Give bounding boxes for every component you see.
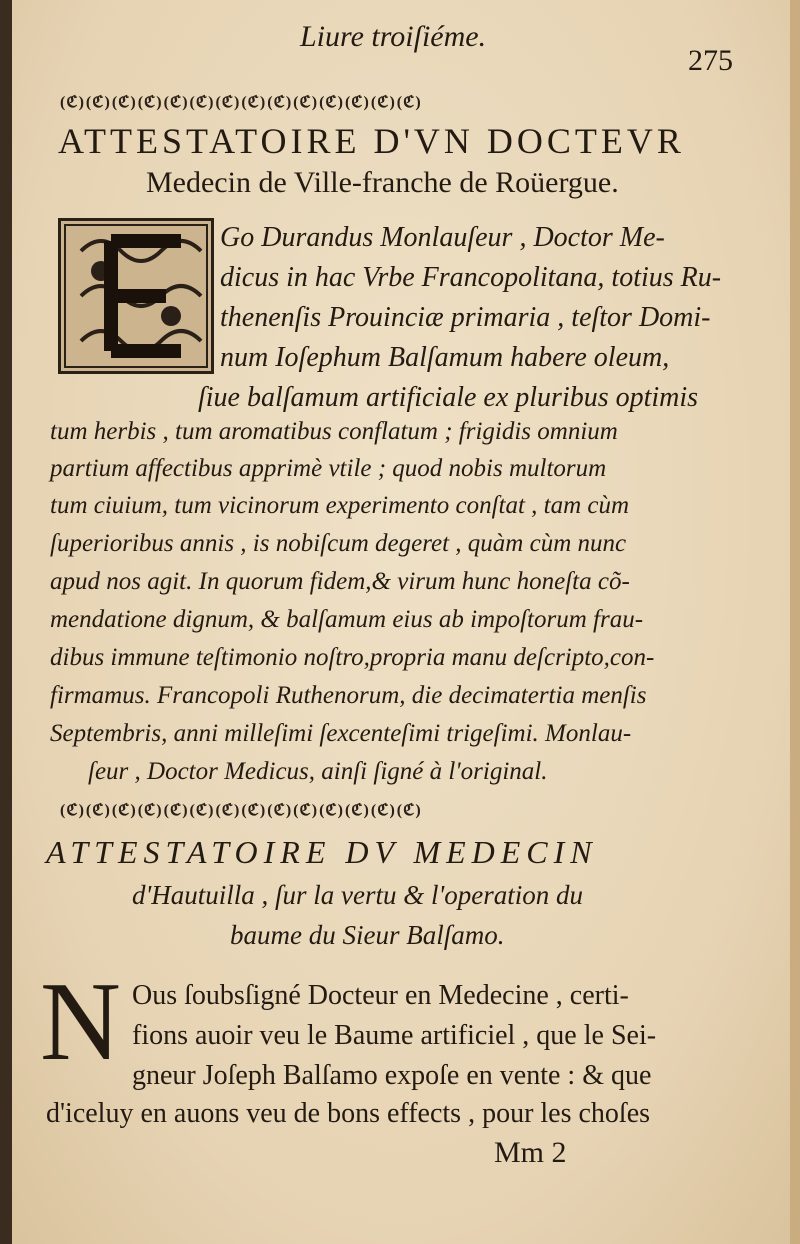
section2-subtitle-line2: baume du Sieur Balſamo. (230, 920, 505, 950)
ornament-glyph: (ℭ) (111, 94, 137, 111)
ornament-glyph: (ℭ) (319, 802, 344, 819)
ornament-glyph: (ℭ) (137, 94, 163, 111)
ornament-glyph: (ℭ) (319, 94, 344, 111)
text-line: dibus immune teſtimonio noſtro,propria manu deſcripto,con- (50, 644, 655, 671)
ornament-glyph: (ℭ) (163, 94, 189, 111)
ornament-glyph: (ℭ) (85, 802, 111, 819)
ornament-glyph: (ℭ) (241, 802, 267, 819)
text-line: gneur Joſeph Balſamo expoſe en vente : & que (132, 1060, 652, 1091)
text-line: tum ciuium, tum vicinorum experimento conſtat , tam cùm (50, 492, 630, 519)
text-line: partium affectibus apprimè vtile ; quod nobis multorum (50, 455, 607, 482)
text-line: apud nos agit. In quorum fidem,& virum hunc honeſta cõ- (50, 568, 630, 595)
text-line: mendatione dignum, & balſamum eius ab impoſtorum frau- (50, 606, 644, 633)
ornament-glyph: (ℭ) (396, 802, 422, 819)
ornament-glyph: (ℭ) (267, 94, 293, 111)
section2-subtitle-line1: d'Hautuilla , ſur la vertu & l'operation du (132, 880, 584, 910)
text-line: ſiue balſamum artificiale ex pluribus optimis (198, 382, 699, 413)
ornament-glyph: (ℭ) (241, 94, 267, 111)
ornament-band-top (60, 92, 740, 114)
drop-cap-n: N (40, 960, 121, 1084)
text-line: Go Durandus Monlauſeur , Doctor Me- (220, 222, 665, 253)
section1-title: ATTESTATOIRE D'VN DOCTEVR (58, 121, 685, 161)
ornament-glyph: (ℭ) (370, 802, 396, 819)
text-line: Ous ſoubsſigné Docteur en Medecine , certi- (132, 980, 629, 1011)
ornament-glyph: (ℭ) (344, 802, 370, 819)
ornament-band-middle (60, 800, 740, 822)
section1-subtitle: Medecin de Ville-franche de Roüergue. (146, 166, 619, 199)
ornament-glyph: (ℭ) (344, 94, 370, 111)
ornament-glyph: (ℭ) (396, 94, 422, 111)
ornament-glyph: (ℭ) (189, 802, 215, 819)
ornament-glyph: (ℭ) (215, 94, 241, 111)
text-line: firmamus. Francopoli Ruthenorum, die decimatertia menſis (50, 682, 647, 709)
ornament-glyph: (ℭ) (85, 94, 111, 111)
ornament-glyph: (ℭ) (267, 802, 293, 819)
ornament-glyph: (ℭ) (293, 94, 319, 111)
ornament-glyph: (ℭ) (60, 802, 85, 819)
page-number: 275 (688, 44, 733, 77)
ornament-glyph: (ℭ) (215, 802, 241, 819)
text-line: ſeur , Doctor Medicus, ainſi ſigné à l'original. (88, 758, 548, 785)
running-header: Liure troiſiéme. (300, 20, 487, 53)
ornament-glyph: (ℭ) (137, 802, 163, 819)
signature-mark: Mm 2 (494, 1136, 567, 1169)
text-line: ſuperioribus annis , is nobiſcum degeret , quàm cùm nunc (50, 530, 627, 557)
ornament-glyph: (ℭ) (60, 94, 85, 111)
text-line: Septembris, anni milleſimi ſexcenteſimi trigeſimi. Monlau- (50, 720, 632, 747)
ornament-glyph: (ℭ) (111, 802, 137, 819)
floral-initial-e-icon (58, 218, 214, 374)
page-edge (790, 0, 800, 1244)
text-line: d'iceluy en auons veu de bons effects , pour les choſes (46, 1098, 651, 1129)
page-spine-shadow (0, 0, 12, 1244)
ornament-glyph: (ℭ) (163, 802, 189, 819)
text-line: dicus in hac Vrbe Francopolitana, totius Ru- (220, 262, 722, 293)
ornament-glyph: (ℭ) (370, 94, 396, 111)
text-line: tum herbis , tum aromatibus conflatum ; frigidis omnium (50, 418, 618, 445)
ornament-glyph: (ℭ) (293, 802, 319, 819)
section2-title: ATTESTATOIRE DV MEDECIN (46, 834, 598, 870)
ornament-glyph: (ℭ) (189, 94, 215, 111)
text-line: fions auoir veu le Baume artificiel , que le Sei- (132, 1020, 657, 1051)
text-line: num Ioſephum Balſamum habere oleum, (220, 342, 670, 373)
text-line: thenenſis Prouinciæ primaria , teſtor Domi- (220, 302, 711, 333)
